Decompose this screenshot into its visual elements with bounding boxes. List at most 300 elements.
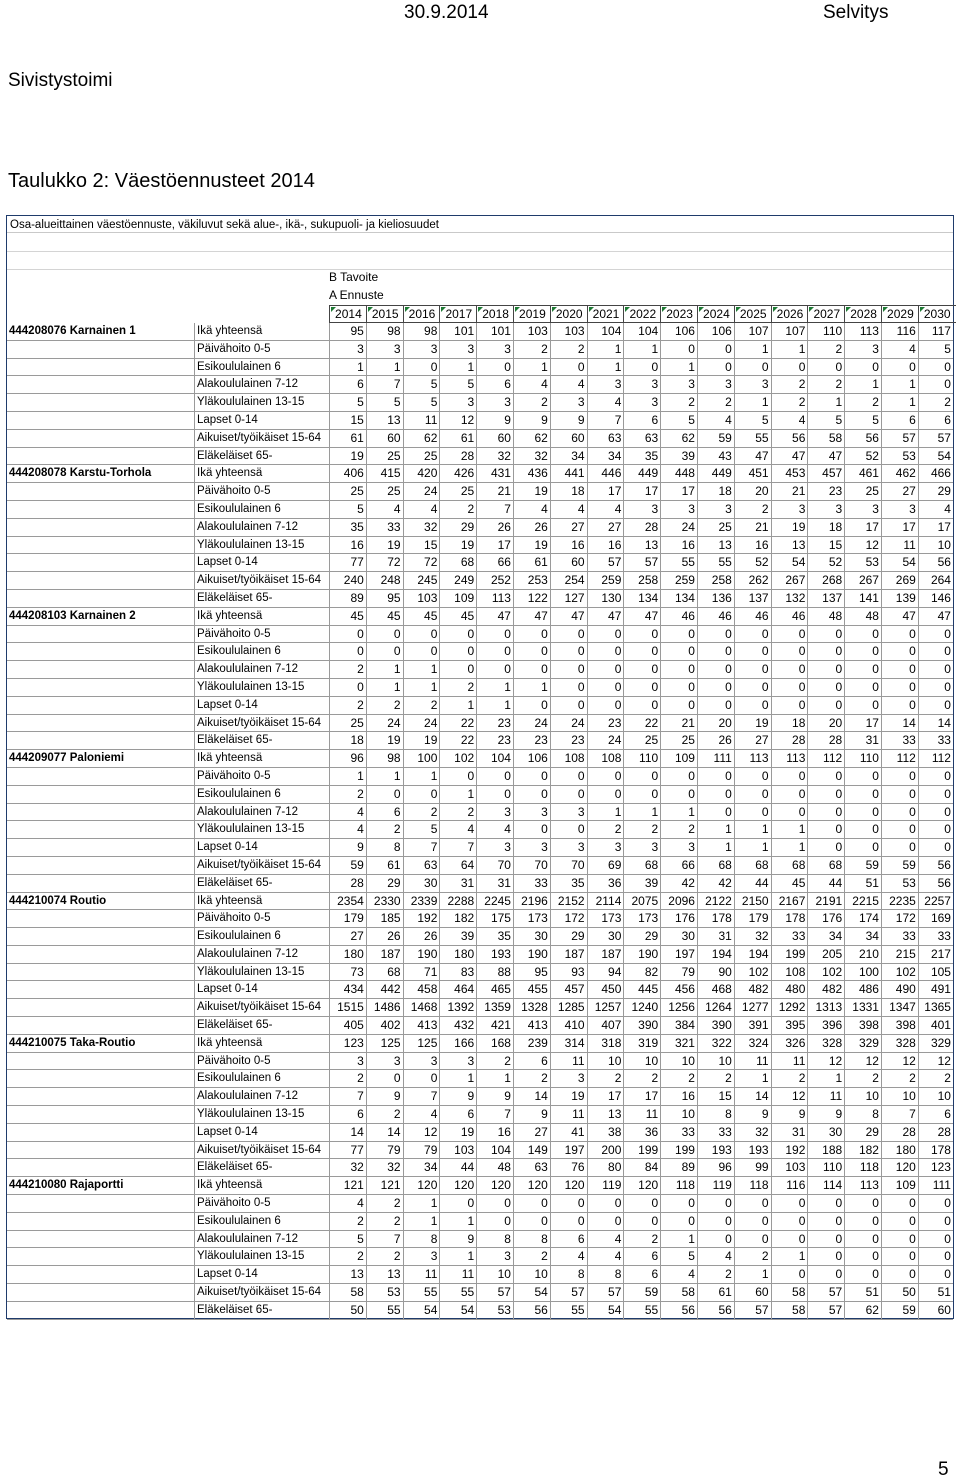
value-cell: 10 — [881, 1088, 918, 1105]
table-row — [7, 1248, 953, 1266]
value-cell: 4 — [439, 821, 476, 838]
value-cell: 2150 — [734, 893, 771, 910]
value-cell: 0 — [734, 804, 771, 821]
value-cell: 90 — [697, 964, 734, 981]
value-cell: 27 — [513, 1124, 550, 1141]
value-cell: 29 — [623, 928, 660, 945]
value-cell: 12 — [881, 1053, 918, 1070]
value-cell: 149 — [513, 1142, 550, 1159]
value-cell: 109 — [881, 1177, 918, 1194]
value-cell: 269 — [881, 572, 918, 589]
table-row — [7, 715, 953, 733]
year-header-cell — [918, 305, 956, 323]
value-cell: 22 — [623, 715, 660, 732]
value-cell: 1 — [771, 341, 808, 358]
year-label: 2029 — [887, 307, 914, 321]
value-cell: 19 — [329, 448, 366, 465]
value-cell: 17 — [623, 1088, 660, 1105]
value-cell: 1 — [881, 376, 918, 393]
value-cell: 5 — [918, 341, 953, 358]
value-cell: 0 — [807, 821, 844, 838]
value-cell: 7 — [403, 839, 440, 856]
value-cell: 0 — [771, 679, 808, 696]
value-cell: 53 — [881, 448, 918, 465]
value-cell: 21 — [771, 483, 808, 500]
value-cell: 9 — [550, 412, 587, 429]
value-cell: 55 — [550, 1302, 587, 1319]
cell-marker-icon — [552, 307, 557, 312]
table-row — [7, 626, 953, 644]
value-cell: 56 — [513, 1302, 550, 1319]
value-cell: 19 — [771, 519, 808, 536]
value-cell: 2 — [439, 679, 476, 696]
value-cell: 0 — [918, 1213, 953, 1230]
value-cell: 11 — [403, 412, 440, 429]
area-name-cell: 444210074 Routio — [9, 894, 107, 907]
value-cell: 96 — [329, 750, 366, 767]
value-cell: 84 — [623, 1159, 660, 1176]
value-cell: 19 — [403, 732, 440, 749]
category-cell: Eläkeläiset 65- — [194, 1017, 329, 1034]
value-cell: 26 — [513, 519, 550, 536]
value-cell: 431 — [476, 465, 513, 482]
value-cell: 42 — [660, 875, 697, 892]
value-cell: 9 — [329, 839, 366, 856]
value-cell: 29 — [844, 1124, 881, 1141]
value-cell: 94 — [587, 964, 624, 981]
value-cell: 405 — [329, 1017, 366, 1034]
value-cell: 17 — [660, 483, 697, 500]
value-cell: 3 — [623, 501, 660, 518]
value-cell: 0 — [771, 768, 808, 785]
value-cell: 77 — [329, 1142, 366, 1159]
value-cell: 2 — [366, 1248, 403, 1265]
value-cell: 0 — [439, 768, 476, 785]
category-cell: Esikoululainen 6 — [194, 359, 329, 376]
value-cell: 5 — [734, 412, 771, 429]
value-cell: 4 — [587, 501, 624, 518]
value-cell: 33 — [918, 732, 953, 749]
table-row — [7, 750, 953, 768]
value-cell: 2 — [476, 1053, 513, 1070]
value-cell: 17 — [918, 519, 953, 536]
category-cell: Ikä yhteensä — [194, 465, 329, 482]
value-cell: 415 — [366, 465, 403, 482]
value-cell: 21 — [476, 483, 513, 500]
value-cell: 10 — [587, 1053, 624, 1070]
value-cell: 1 — [329, 768, 366, 785]
value-cell: 0 — [550, 679, 587, 696]
value-cell: 0 — [697, 1231, 734, 1248]
table-row — [7, 376, 953, 394]
value-cell: 2096 — [660, 893, 697, 910]
value-cell: 13 — [329, 1266, 366, 1283]
table-row — [7, 519, 953, 537]
value-cell: 120 — [881, 1159, 918, 1176]
value-cell: 0 — [881, 697, 918, 714]
value-cell: 32 — [366, 1159, 403, 1176]
value-cell: 1 — [403, 1195, 440, 1212]
value-cell: 113 — [734, 750, 771, 767]
value-cell: 4 — [403, 1106, 440, 1123]
table-row — [7, 1106, 953, 1124]
value-cell: 0 — [366, 643, 403, 660]
value-cell: 93 — [550, 964, 587, 981]
value-cell: 0 — [807, 661, 844, 678]
value-cell: 55 — [734, 430, 771, 447]
category-cell: Aikuiset/työikäiset 15-64 — [194, 430, 329, 447]
value-cell: 56 — [697, 1302, 734, 1319]
table-row — [7, 323, 953, 341]
value-cell: 19 — [366, 537, 403, 554]
value-cell: 13 — [587, 1106, 624, 1123]
value-cell: 57 — [807, 1302, 844, 1319]
value-cell: 0 — [918, 643, 953, 660]
value-cell: 2 — [439, 804, 476, 821]
value-cell: 328 — [881, 1035, 918, 1052]
value-cell: 44 — [807, 875, 844, 892]
year-header-cell — [844, 305, 882, 323]
value-cell: 17 — [844, 715, 881, 732]
value-cell: 109 — [439, 590, 476, 607]
year-label: 2030 — [923, 307, 951, 321]
value-cell: 179 — [329, 910, 366, 927]
value-cell: 11 — [623, 1106, 660, 1123]
value-cell: 96 — [697, 1159, 734, 1176]
category-cell: Esikoululainen 6 — [194, 643, 329, 660]
value-cell: 0 — [771, 626, 808, 643]
category-cell: Alakoululainen 7-12 — [194, 946, 329, 963]
year-label: 2017 — [445, 307, 473, 321]
blank-row — [7, 233, 953, 252]
value-cell: 24 — [403, 483, 440, 500]
value-cell: 23 — [807, 483, 844, 500]
year-header-cell — [771, 305, 809, 323]
table-row — [7, 786, 953, 804]
value-cell: 19 — [366, 732, 403, 749]
value-cell: 3 — [881, 501, 918, 518]
value-cell: 19 — [439, 1124, 476, 1141]
value-cell: 57 — [623, 554, 660, 571]
legend-forecast: A Ennuste — [329, 288, 384, 302]
value-cell: 249 — [439, 572, 476, 589]
value-cell: 121 — [366, 1177, 403, 1194]
value-cell: 30 — [403, 875, 440, 892]
value-cell: 2 — [329, 1213, 366, 1230]
value-cell: 125 — [366, 1035, 403, 1052]
value-cell: 173 — [513, 910, 550, 927]
value-cell: 1 — [476, 697, 513, 714]
value-cell: 24 — [587, 732, 624, 749]
value-cell: 0 — [807, 804, 844, 821]
value-cell: 0 — [550, 643, 587, 660]
value-cell: 0 — [844, 643, 881, 660]
value-cell: 2 — [918, 1070, 953, 1087]
value-cell: 59 — [697, 430, 734, 447]
value-cell: 1 — [439, 786, 476, 803]
table-row — [7, 821, 953, 839]
value-cell: 6 — [366, 804, 403, 821]
year-header-cell — [329, 305, 367, 323]
table-row — [7, 448, 953, 466]
value-cell: 0 — [771, 804, 808, 821]
value-cell: 2 — [329, 786, 366, 803]
category-cell: Alakoululainen 7-12 — [194, 804, 329, 821]
value-cell: 259 — [587, 572, 624, 589]
category-cell: Aikuiset/työikäiset 15-64 — [194, 1142, 329, 1159]
value-cell: 326 — [771, 1035, 808, 1052]
value-cell: 482 — [734, 981, 771, 998]
year-label: 2016 — [408, 307, 436, 321]
value-cell: 13 — [623, 537, 660, 554]
value-cell: 0 — [918, 804, 953, 821]
value-cell: 2330 — [366, 893, 403, 910]
value-cell: 0 — [550, 359, 587, 376]
value-cell: 0 — [918, 697, 953, 714]
value-cell: 36 — [587, 875, 624, 892]
value-cell: 6 — [918, 1106, 953, 1123]
value-cell: 18 — [807, 519, 844, 536]
value-cell: 89 — [329, 590, 366, 607]
value-cell: 1 — [734, 1266, 771, 1283]
value-cell: 113 — [844, 1177, 881, 1194]
value-cell: 2 — [623, 1070, 660, 1087]
value-cell: 17 — [844, 519, 881, 536]
value-cell: 4 — [513, 376, 550, 393]
value-cell: 1 — [403, 679, 440, 696]
value-cell: 17 — [476, 537, 513, 554]
table-row — [7, 661, 953, 679]
value-cell: 0 — [918, 1248, 953, 1265]
value-cell: 4 — [587, 394, 624, 411]
table-row — [7, 875, 953, 893]
value-cell: 47 — [550, 608, 587, 625]
header-section: Selvitys — [823, 2, 889, 23]
value-cell: 76 — [550, 1159, 587, 1176]
value-cell: 12 — [403, 1124, 440, 1141]
value-cell: 33 — [881, 732, 918, 749]
value-cell: 1 — [807, 394, 844, 411]
value-cell: 436 — [513, 465, 550, 482]
value-cell: 77 — [329, 554, 366, 571]
value-cell: 0 — [844, 786, 881, 803]
value-cell: 107 — [771, 323, 808, 340]
value-cell: 179 — [734, 910, 771, 927]
table-row — [7, 1213, 953, 1231]
value-cell: 119 — [697, 1177, 734, 1194]
year-label: 2026 — [776, 307, 804, 321]
value-cell: 66 — [660, 857, 697, 874]
value-cell: 113 — [771, 750, 808, 767]
value-cell: 1 — [771, 1248, 808, 1265]
value-cell: 1328 — [513, 999, 550, 1016]
value-cell: 2 — [587, 1070, 624, 1087]
value-cell: 1 — [439, 1248, 476, 1265]
value-cell: 3 — [476, 804, 513, 821]
value-cell: 120 — [513, 1177, 550, 1194]
table-row — [7, 697, 953, 715]
value-cell: 391 — [734, 1017, 771, 1034]
value-cell: 89 — [660, 1159, 697, 1176]
value-cell: 442 — [366, 981, 403, 998]
value-cell: 54 — [918, 448, 953, 465]
value-cell: 57 — [881, 430, 918, 447]
value-cell: 14 — [513, 1088, 550, 1105]
value-cell: 187 — [550, 946, 587, 963]
value-cell: 0 — [623, 697, 660, 714]
value-cell: 3 — [587, 839, 624, 856]
value-cell: 1 — [844, 376, 881, 393]
value-cell: 134 — [623, 590, 660, 607]
value-cell: 268 — [807, 572, 844, 589]
table-row — [7, 1231, 953, 1249]
cell-marker-icon — [773, 307, 778, 312]
value-cell: 6 — [918, 412, 953, 429]
value-cell: 0 — [881, 804, 918, 821]
value-cell: 9 — [807, 1106, 844, 1123]
value-cell: 2 — [366, 1106, 403, 1123]
value-cell: 4 — [697, 412, 734, 429]
legend-target: B Tavoite — [329, 270, 379, 284]
year-header-cell — [807, 305, 845, 323]
year-header-cell — [734, 305, 772, 323]
category-cell: Esikoululainen 6 — [194, 1213, 329, 1230]
value-cell: 117 — [918, 323, 953, 340]
value-cell: 2 — [623, 821, 660, 838]
value-cell: 0 — [734, 1195, 771, 1212]
value-cell: 4 — [476, 821, 513, 838]
value-cell: 192 — [771, 1142, 808, 1159]
value-cell: 111 — [918, 1177, 953, 1194]
cell-marker-icon — [846, 307, 851, 312]
value-cell: 0 — [918, 1195, 953, 1212]
value-cell: 34 — [807, 928, 844, 945]
value-cell: 3 — [403, 1053, 440, 1070]
value-cell: 9 — [439, 1088, 476, 1105]
value-cell: 32 — [476, 448, 513, 465]
value-cell: 46 — [697, 608, 734, 625]
value-cell: 0 — [403, 626, 440, 643]
category-cell: Alakoululainen 7-12 — [194, 376, 329, 393]
value-cell: 60 — [550, 430, 587, 447]
value-cell: 0 — [734, 768, 771, 785]
value-cell: 172 — [550, 910, 587, 927]
value-cell: 63 — [623, 430, 660, 447]
value-cell: 9 — [439, 1231, 476, 1248]
value-cell: 432 — [439, 1017, 476, 1034]
value-cell: 9 — [734, 1106, 771, 1123]
value-cell: 72 — [403, 554, 440, 571]
category-cell: Esikoululainen 6 — [194, 786, 329, 803]
value-cell: 79 — [403, 1142, 440, 1159]
value-cell: 0 — [623, 643, 660, 660]
value-cell: 4 — [697, 1248, 734, 1265]
value-cell: 95 — [513, 964, 550, 981]
value-cell: 0 — [697, 768, 734, 785]
value-cell: 187 — [587, 946, 624, 963]
value-cell: 482 — [807, 981, 844, 998]
value-cell: 0 — [697, 626, 734, 643]
table-row — [7, 768, 953, 786]
cell-marker-icon — [441, 307, 446, 312]
value-cell: 3 — [844, 501, 881, 518]
value-cell: 106 — [660, 323, 697, 340]
value-cell: 120 — [403, 1177, 440, 1194]
cell-marker-icon — [662, 307, 667, 312]
year-label: 2018 — [482, 307, 509, 321]
value-cell: 10 — [918, 1088, 953, 1105]
category-cell: Ikä yhteensä — [194, 608, 329, 625]
value-cell: 1 — [771, 839, 808, 856]
value-cell: 3 — [550, 839, 587, 856]
value-cell: 2 — [513, 394, 550, 411]
value-cell: 174 — [844, 910, 881, 927]
value-cell: 54 — [587, 1302, 624, 1319]
value-cell: 30 — [587, 928, 624, 945]
value-cell: 1292 — [771, 999, 808, 1016]
value-cell: 45 — [771, 875, 808, 892]
value-cell: 0 — [476, 359, 513, 376]
organization-name: Sivistystoimi — [8, 70, 113, 91]
value-cell: 258 — [623, 572, 660, 589]
value-cell: 259 — [660, 572, 697, 589]
value-cell: 0 — [660, 786, 697, 803]
value-cell: 0 — [697, 697, 734, 714]
value-cell: 3 — [403, 341, 440, 358]
value-cell: 0 — [550, 821, 587, 838]
value-cell: 17 — [623, 483, 660, 500]
value-cell: 0 — [807, 839, 844, 856]
value-cell: 10 — [844, 1088, 881, 1105]
category-cell: Lapset 0-14 — [194, 554, 329, 571]
value-cell: 0 — [550, 697, 587, 714]
value-cell: 1 — [587, 341, 624, 358]
value-cell: 54 — [439, 1302, 476, 1319]
value-cell: 12 — [844, 537, 881, 554]
cell-marker-icon — [515, 307, 520, 312]
value-cell: 136 — [697, 590, 734, 607]
value-cell: 466 — [918, 465, 953, 482]
value-cell: 2 — [513, 1248, 550, 1265]
value-cell: 1256 — [660, 999, 697, 1016]
value-cell: 0 — [734, 1231, 771, 1248]
value-cell: 146 — [918, 590, 953, 607]
value-cell: 68 — [807, 857, 844, 874]
value-cell: 2 — [366, 1213, 403, 1230]
value-cell: 68 — [734, 857, 771, 874]
value-cell: 2 — [329, 697, 366, 714]
value-cell: 68 — [697, 857, 734, 874]
value-cell: 258 — [697, 572, 734, 589]
value-cell: 45 — [366, 608, 403, 625]
cell-marker-icon — [625, 307, 630, 312]
table-row — [7, 359, 953, 377]
value-cell: 0 — [587, 679, 624, 696]
table-row — [7, 554, 953, 572]
value-cell: 2 — [550, 341, 587, 358]
category-cell: Eläkeläiset 65- — [194, 1302, 329, 1319]
value-cell: 1 — [734, 839, 771, 856]
value-cell: 0 — [660, 643, 697, 660]
value-cell: 1 — [329, 359, 366, 376]
value-cell: 10 — [697, 1053, 734, 1070]
value-cell: 2288 — [439, 893, 476, 910]
value-cell: 262 — [734, 572, 771, 589]
value-cell: 26 — [697, 732, 734, 749]
value-cell: 0 — [623, 359, 660, 376]
year-header-cell — [439, 305, 477, 323]
value-cell: 42 — [697, 875, 734, 892]
